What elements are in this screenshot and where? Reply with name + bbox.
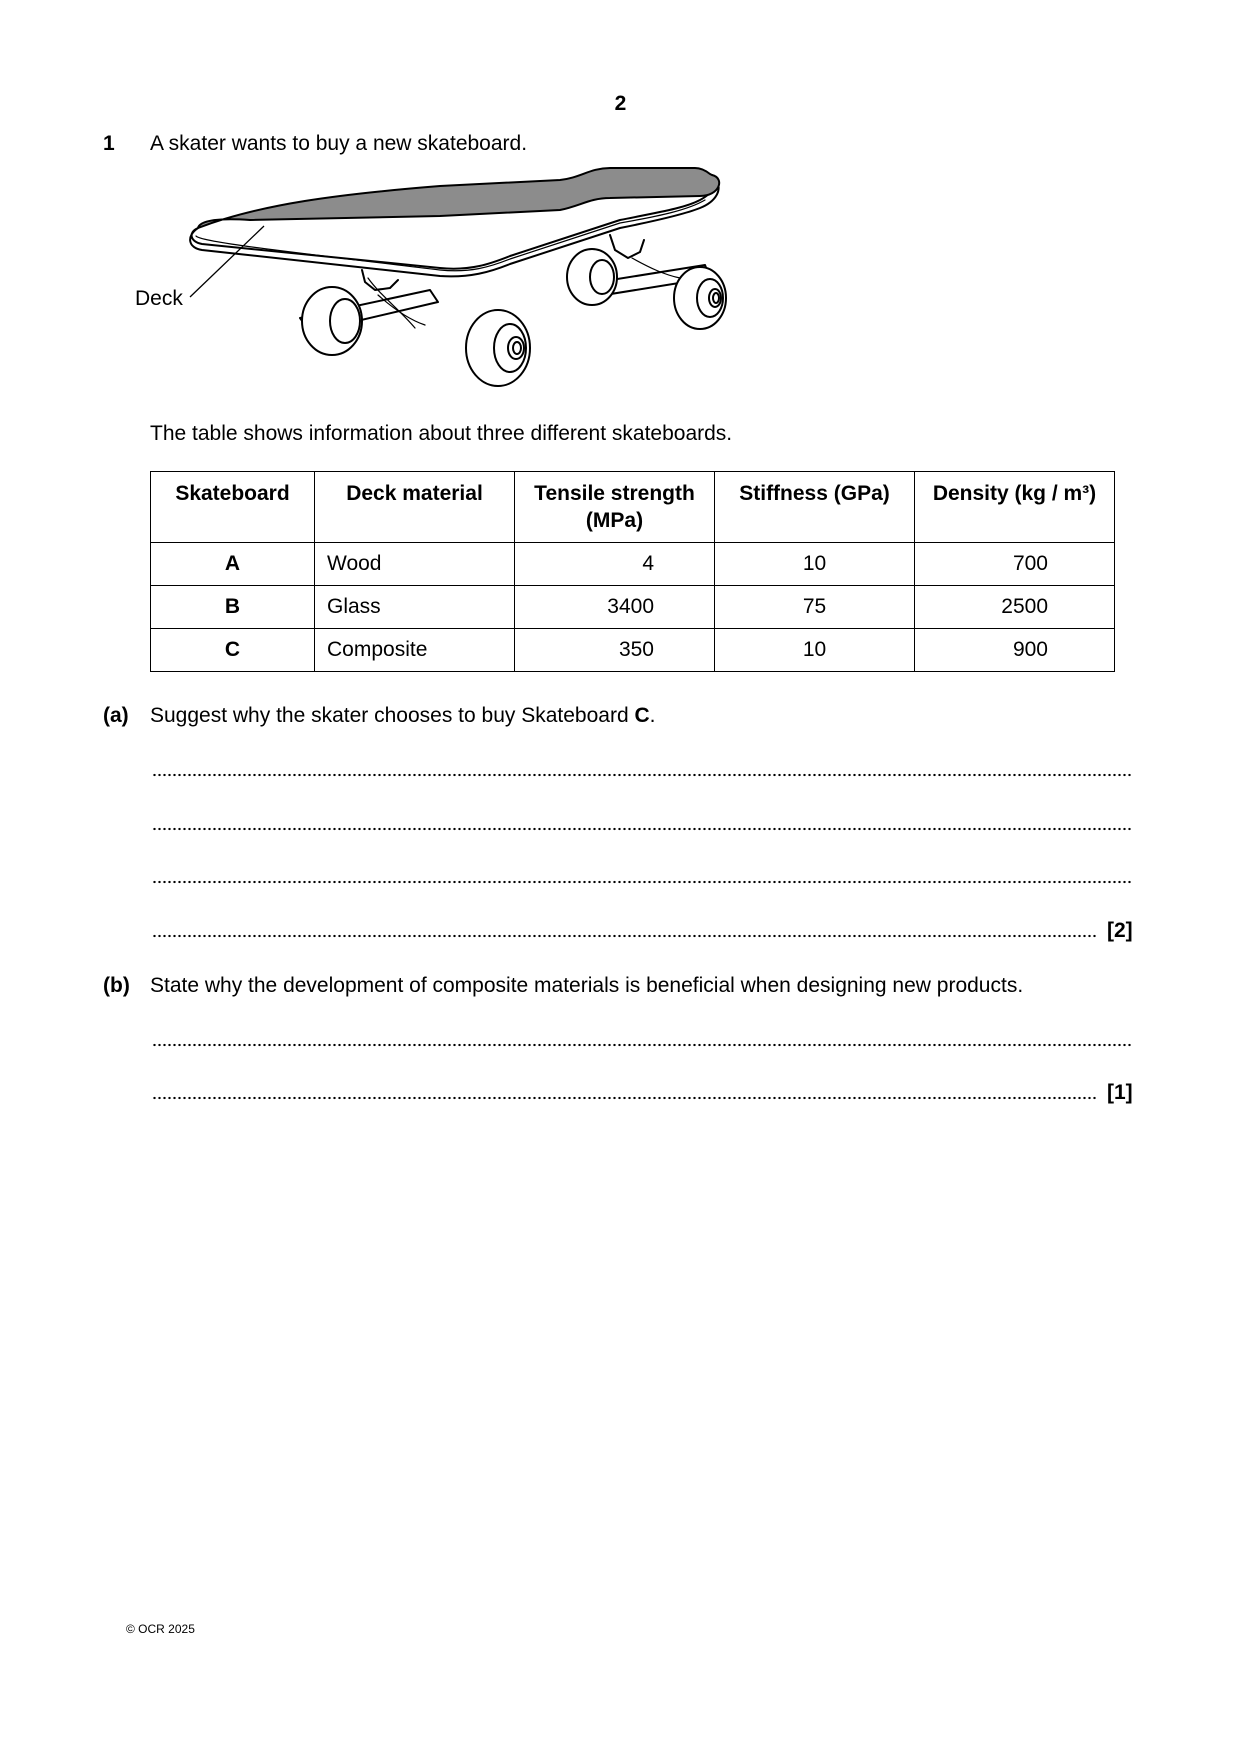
cell-stiffness: 75	[715, 586, 915, 629]
answer-line[interactable]	[152, 879, 1132, 885]
answer-line[interactable]	[152, 826, 1132, 832]
header-deck-material: Deck material	[315, 472, 515, 543]
deck-leader-line	[190, 226, 264, 297]
cell-skateboard: C	[151, 629, 315, 672]
skateboard-illustration	[135, 170, 800, 395]
cell-deck-material: Glass	[315, 586, 515, 629]
part-b-label: (b)	[103, 974, 130, 997]
cell-skateboard: B	[151, 586, 315, 629]
table-row	[151, 543, 1115, 586]
cell-skateboard: A	[151, 543, 315, 586]
skateboard-figure	[135, 170, 800, 400]
cell-deck-material: Composite	[315, 629, 515, 672]
question-number: 1	[103, 132, 115, 155]
skateboard-table	[150, 471, 1115, 672]
table-row	[151, 586, 1115, 629]
part-a-label: (a)	[103, 704, 129, 727]
header-tensile-strength: Tensile strength (MPa)	[515, 472, 715, 543]
cell-tensile-strength: 4	[515, 543, 715, 586]
cell-deck-material: Wood	[315, 543, 515, 586]
part-a-question	[150, 704, 655, 728]
cell-stiffness: 10	[715, 543, 915, 586]
part-b-marks: [1]	[1107, 1081, 1133, 1104]
copyright: © OCR 2025	[126, 1622, 195, 1636]
header-stiffness: Stiffness (GPa)	[715, 472, 915, 543]
table-intro: The table shows information about three different skateboards.	[150, 422, 733, 445]
answer-line[interactable]	[152, 1042, 1132, 1048]
header-skateboard: Skateboard	[151, 472, 315, 543]
cell-density: 700	[915, 543, 1115, 586]
cell-density: 2500	[915, 586, 1115, 629]
part-a-text: Suggest why the skater chooses to buy Skateboard	[150, 704, 635, 727]
page-number: 2	[614, 92, 627, 115]
part-a-text-end: .	[649, 704, 656, 727]
table-header-row	[151, 472, 1115, 543]
answer-line[interactable]	[152, 933, 1098, 939]
cell-tensile-strength: 3400	[515, 586, 715, 629]
part-a-marks: [2]	[1107, 919, 1133, 942]
answer-line[interactable]	[152, 1095, 1098, 1101]
deck-label: Deck	[135, 287, 183, 310]
answer-line[interactable]	[152, 772, 1132, 778]
cell-density: 900	[915, 629, 1115, 672]
cell-tensile-strength: 350	[515, 629, 715, 672]
table-row	[151, 629, 1115, 672]
cell-stiffness: 10	[715, 629, 915, 672]
question-stem: A skater wants to buy a new skateboard.	[150, 132, 528, 155]
part-a-emphasis: C	[634, 704, 650, 727]
part-b-question: State why the development of composite materials is beneficial when designing new products.	[150, 974, 1024, 997]
header-density: Density (kg / m³)	[915, 472, 1115, 543]
